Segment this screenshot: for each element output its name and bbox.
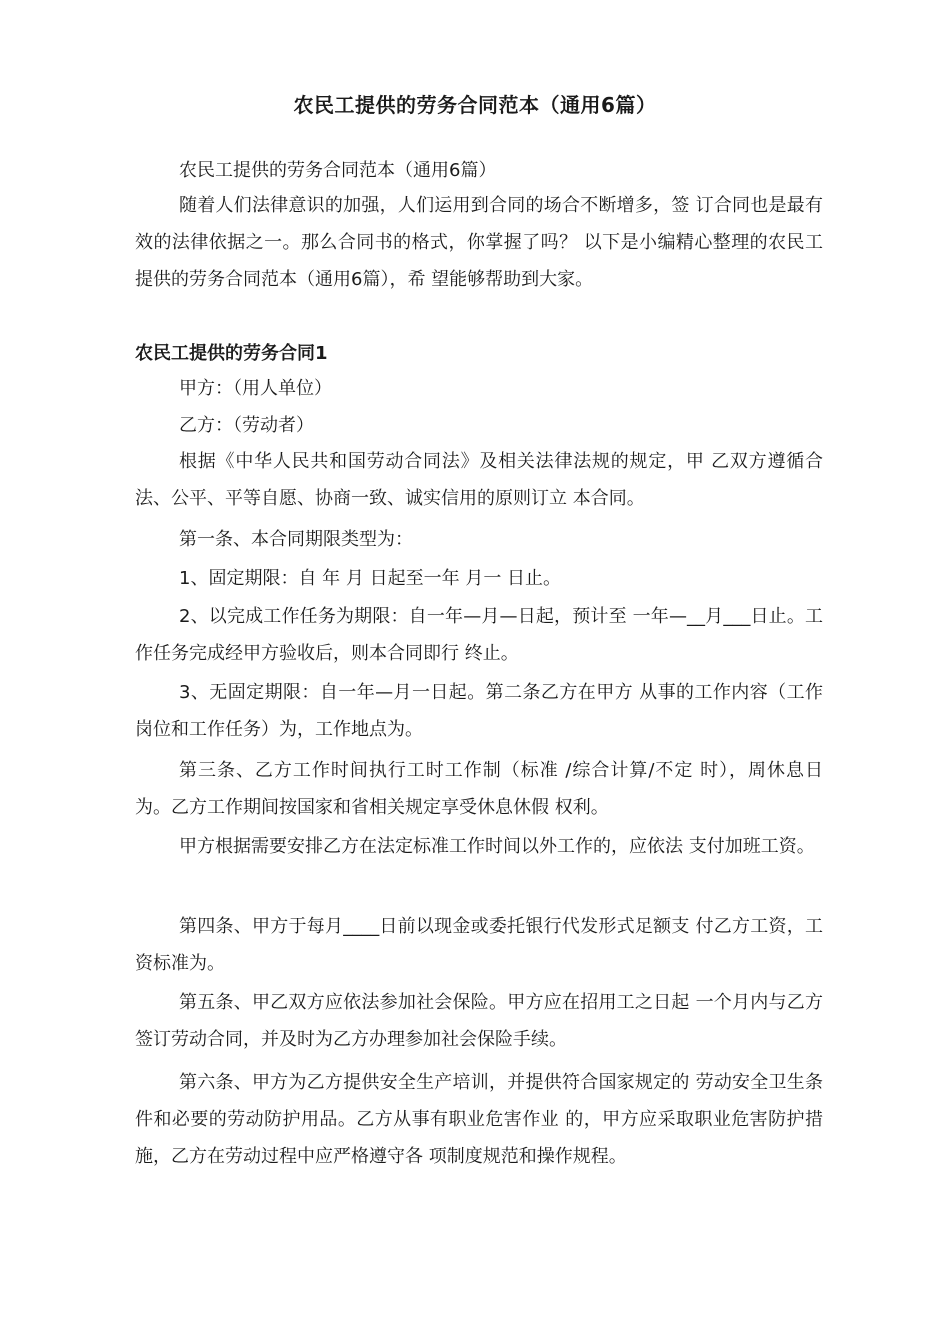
paragraph-article-4: 第四条、甲方于每月____日前以现金或委托银行代发形式足额支 付乙方工资，工资标准为。: [135, 916, 823, 974]
document-title: 农民工提供的劳务合同范本（通用6篇）: [293, 93, 657, 117]
paragraph-article-5: 第五条、甲乙双方应依法参加社会保险。甲方应在招用工之日起 一个月内与乙方签订劳动合同，并及时为乙方办理参加社会保险手续。: [135, 992, 823, 1050]
paragraph-open-term: 3、无固定期限：自一年—月一日起。第二条乙方在甲方 从事的工作内容（工作岗位和工作任务）为，工作地点为。: [135, 682, 823, 740]
paragraph-task-term: 2、以完成工作任务为期限：自一年—月—日起，预计至 一年—__月___日止。工作任务完成经甲方验收后，则本合同即行 终止。: [135, 606, 823, 664]
paragraph-intro: 随着人们法律意识的加强，人们运用到合同的场合不断增多，签 订合同也是最有效的法律依据之一。那么合同书的格式，你掌握了吗？ 以下是小编精心整理的农民工提供的劳务合同范本（通用6篇），希 望能够帮助到大家。: [135, 195, 823, 290]
paragraph-subtitle: 农民工提供的劳务合同范本（通用6篇）: [179, 160, 497, 181]
paragraph-party-b: 乙方：（劳动者）: [179, 415, 314, 436]
paragraph-article-3: 第三条、乙方工作时间执行工时工作制（标准 /综合计算/不定 时），周休息日为。乙方工作期间按国家和省相关规定享受休息休假 权利。: [135, 760, 823, 818]
paragraph-article-1: 第一条、本合同期限类型为：: [179, 529, 413, 550]
section-heading-contract-1: 农民工提供的劳务合同1: [135, 343, 328, 364]
paragraph-fixed-term: 1、固定期限：自 年 月 日起至一年 月一 日止。: [179, 568, 562, 589]
paragraph-overtime: 甲方根据需要安排乙方在法定标准工作时间以外工作的，应依法 支付加班工资。: [179, 836, 815, 857]
paragraph-party-a: 甲方：（用人单位）: [179, 378, 332, 399]
paragraph-article-6: 第六条、甲方为乙方提供安全生产培训，并提供符合国家规定的 劳动安全卫生条件和必要的劳动防护用品。乙方从事有职业危害作业 的，甲方应采取职业危害防护措施，乙方在劳动过程中应严格遵守各 项制度规范和操作规程。: [135, 1072, 823, 1167]
paragraph-legal-basis: 根据《中华人民共和国劳动合同法》及相关法律法规的规定，甲 乙双方遵循合法、公平、平等自愿、协商一致、诚实信用的原则订立 本合同。: [135, 451, 823, 509]
